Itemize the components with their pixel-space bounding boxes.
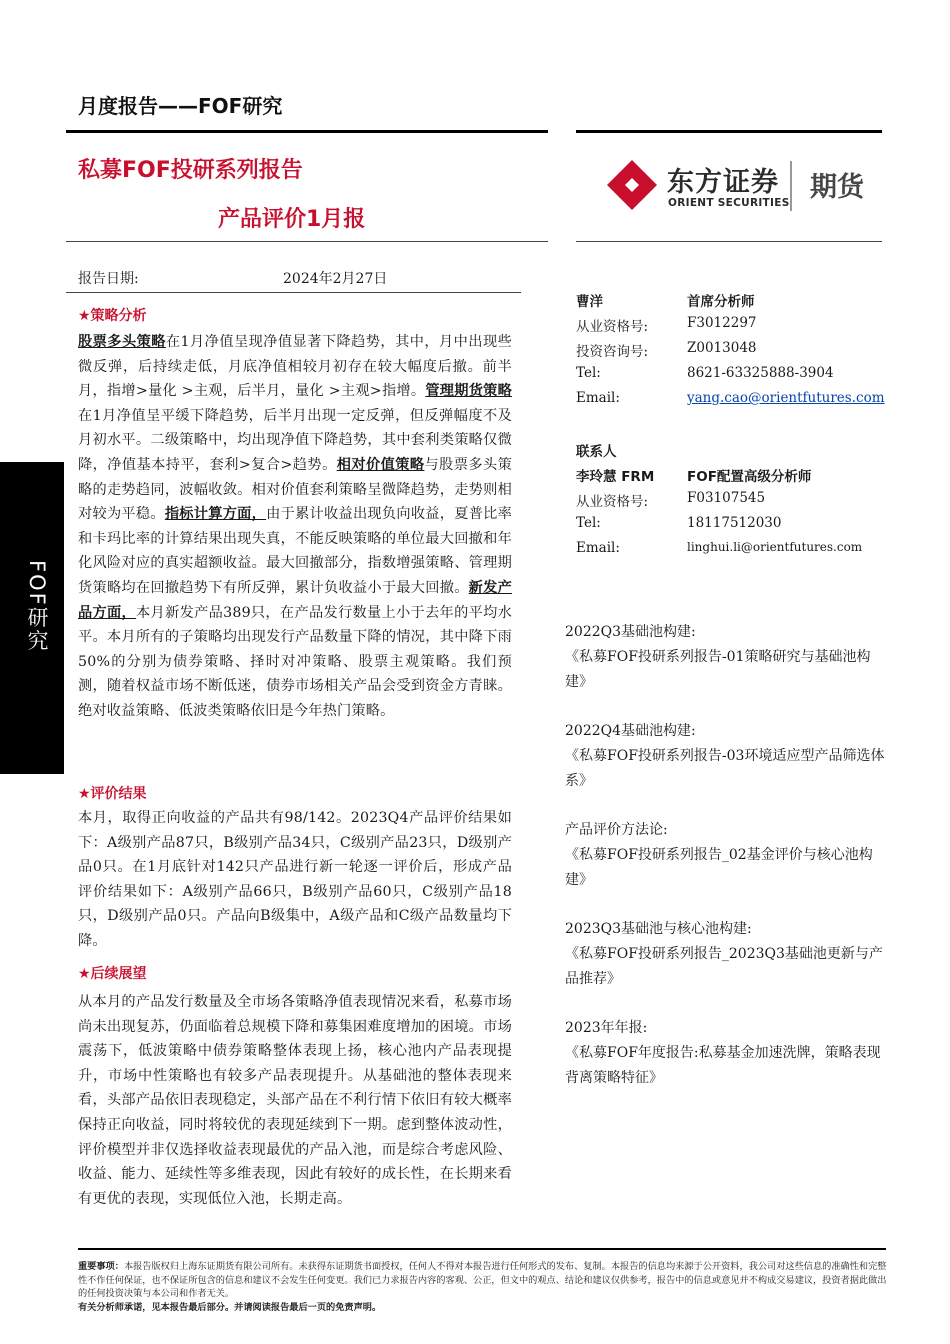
contact-heading: 联系人 [576,444,617,460]
series-title: 私募FOF投研系列报告 [78,158,303,183]
strategy-relative: 相对价值策略 [336,456,425,473]
analyst-inv-label: 投资咨询号: [576,344,649,360]
outlook-heading: ★后续展望 [78,966,147,982]
orient-logo-icon [605,158,659,212]
analyst-qual-label: 从业资格号: [576,319,649,335]
outlook-text: 从本月的产品发行数量及全市场各策略净值表现情况来看，私募市场尚未出现复苏，仍面临着总规模下降和募集困难度增加的困境。市场震荡下，低波策略中债券策略整体表现上扬，核心池内产品表现提升，市场中性策略也有较多产品表现提升。从基础池的整体表现来看，头部产品依旧表现稳定，头部产品在不利行情下依旧有较大概率保持正向收益，同时将较优的表现延续到下一期。虑到整体波动性，评价模型并非仅选择收益表现最优的产品入池，而是综合考虑风险、收益、能力、延续性等多维表现，因此有较好的成长性，在长期来看有更优的表现，实现低位入池，长期走高。 [78,994,512,1207]
company-logo [605,155,875,215]
strategy-text-2: 在1月净值呈平缓下降趋势，后半月出现一定反弹，但反弹幅度不及月初水平。二级策略中，均出现净值下降趋势，其中套利类策略仅微降，净值基本持平，套利>复合>趋势。 [78,407,512,473]
analyst-inv: Z0013048 [687,340,757,356]
related-report-4 [565,917,885,992]
report-date-value: 2024年2月27日 [283,271,388,287]
header-rule [66,130,548,133]
contact-tel: 18117512030 [687,515,782,531]
related-report-5 [565,1016,885,1091]
analyst-title: 首席分析师 [687,294,755,310]
result-heading: ★评价结果 [78,786,147,802]
related-head: 2023年年报: [565,1020,648,1036]
footer-rule [78,1248,886,1250]
related-report-1 [565,620,885,695]
report-category: 月度报告——FOF研究 [78,94,283,118]
related-head: 2022Q4基础池构建: [565,723,696,739]
related-link[interactable]: 《私募FOF投研系列报告-03环境适应型产品筛选体系》 [565,748,885,789]
disclaimer-label: 重要事项： [78,1261,124,1272]
header-rule-right [576,130,882,133]
contact-email: linghui.li@orientfutures.com [687,540,863,554]
analyst-tel: 8621-63325888-3904 [687,365,834,381]
contact-qual: F03107545 [687,490,766,506]
related-report-3 [565,818,885,893]
logo-cn: 东方证券 [667,167,779,198]
logo-divider [790,161,792,211]
sidebar [0,0,64,1344]
strategy-text-3: 与股票多头策略的走势趋同，波幅收敛。相对价值套利策略呈微降趋势，走势则相对较为平稳。 [78,456,512,523]
strategy-futures: 管理期货策略 [425,383,512,400]
related-link[interactable]: 《私募FOF年度报告:私募基金加速洗牌，策略表现背离策略特征》 [565,1045,881,1086]
analyst-qual: F3012297 [687,315,757,331]
report-date-label: 报告日期: [78,271,139,287]
strategy-heading: ★策略分析 [78,308,147,324]
contact-qual-label: 从业资格号: [576,494,649,510]
strategy-text-1: 在1月净值呈现净值显著下降趋势，其中，月中出现些微反弹，后持续走低，月底净值相较月初存在较大幅度后撤。前半月，指增>量化 >主观，后半月，量化 >主观>指增。 [78,334,512,400]
analyst-tel-label: Tel: [576,365,601,381]
disclaimer-text: 本报告版权归上海东证期货有限公司所有。未获得东证期货书面授权，任何人不得对本报告进行任何形式的发布、复制。本报告的信息均来源于公开资料，我公司对这些信息的准确性和完整性不作任何保证，也不保证所包含的信息和建议不会发生任何变更。我们已力求报告内容的客观、公正，但文中的观点、结论和建议仅供参考，报告中的信息或意见并不构成交易建议，投资者据此做出的任何投资决策与本公司和作者无关。 [78,1261,887,1300]
related-report-2 [565,719,885,794]
strategy-indicator: 指标计算方面， [164,506,267,523]
related-head: 产品评价方法论: [565,822,668,838]
title-rule [66,241,548,242]
strategy-newproduct: 新发产品方面， [78,579,512,621]
report-title: 产品评价1月报 [218,207,366,232]
related-link[interactable]: 《私募FOF投研系列报告-01策略研究与基础池构建》 [565,649,871,690]
sidebar-label: FOF研究 [25,560,49,653]
related-head: 2022Q3基础池构建: [565,624,696,640]
related-link[interactable]: 《私募FOF投研系列报告_2023Q3基础池更新与产品推荐》 [565,946,883,987]
strategy-text-4: 由于累计收益出现负向收益，夏普比率和卡玛比率的计算结果出现失真，不能反映策略的单位最大回撤和年化风险对应的真实超额收益。最大回撤部分，指数增强策略、管理期货策略均在回撤趋势下有所反弹，累计负收益小于最大回撤。 [78,506,513,596]
related-link[interactable]: 《私募FOF投研系列报告_02基金评价与核心池构建》 [565,847,873,888]
contact-tel-label: Tel: [576,515,601,531]
contact-name: 李玲慧 FRM [576,469,655,485]
disclaimer [78,1260,888,1314]
result-text: 本月，取得正向收益的产品共有98/142。2023Q4产品评价结果如下：A级别产品87只，B级别产品34只，C级别产品23只，D级别产品0只。在1月底针对142只产品进行新一轮逐一评价后，形成产品评价结果如下：A级别产品66只，B级别产品60只，C级别产品18只，D级别产品0只。产品向B级集中，A级产品和C级产品数量均下降。 [78,810,512,949]
analyst-name: 曹洋 [576,294,603,310]
analyst-email-label: Email: [576,390,620,406]
report-date [78,268,388,288]
related-head: 2023Q3基础池与核心池构建: [565,921,752,937]
logo-en: ORIENT SECURITIES [668,197,790,209]
date-rule [66,292,521,293]
analyst-email-link[interactable]: yang.cao@orientfutures.com [687,390,885,406]
strategy-text-5: 本月新发产品389只，在产品发行数量上小于去年的平均水平。本月所有的子策略均出现发行产品数量下降的情况，其中降下雨50%的分别为债券策略、择时对冲策略、股票主观策略。我们预测，随着权益市场不断低迷，债券市场相关产品会受到资金方青睐。绝对收益策略、低波类策略依旧是今年热门策略。 [78,604,512,719]
contact-email-label: Email: [576,540,620,556]
logo-suffix: 期货 [810,172,864,203]
strategy-text [78,330,512,724]
contact-title: FOF配置高级分析师 [687,469,812,485]
title-rule-right [576,241,882,242]
strategy-stock: 股票多头策略 [78,334,166,350]
disclaimer-footer: 有关分析师承诺，见本报告最后部分。并请阅读报告最后一页的免责声明。 [78,1301,382,1313]
